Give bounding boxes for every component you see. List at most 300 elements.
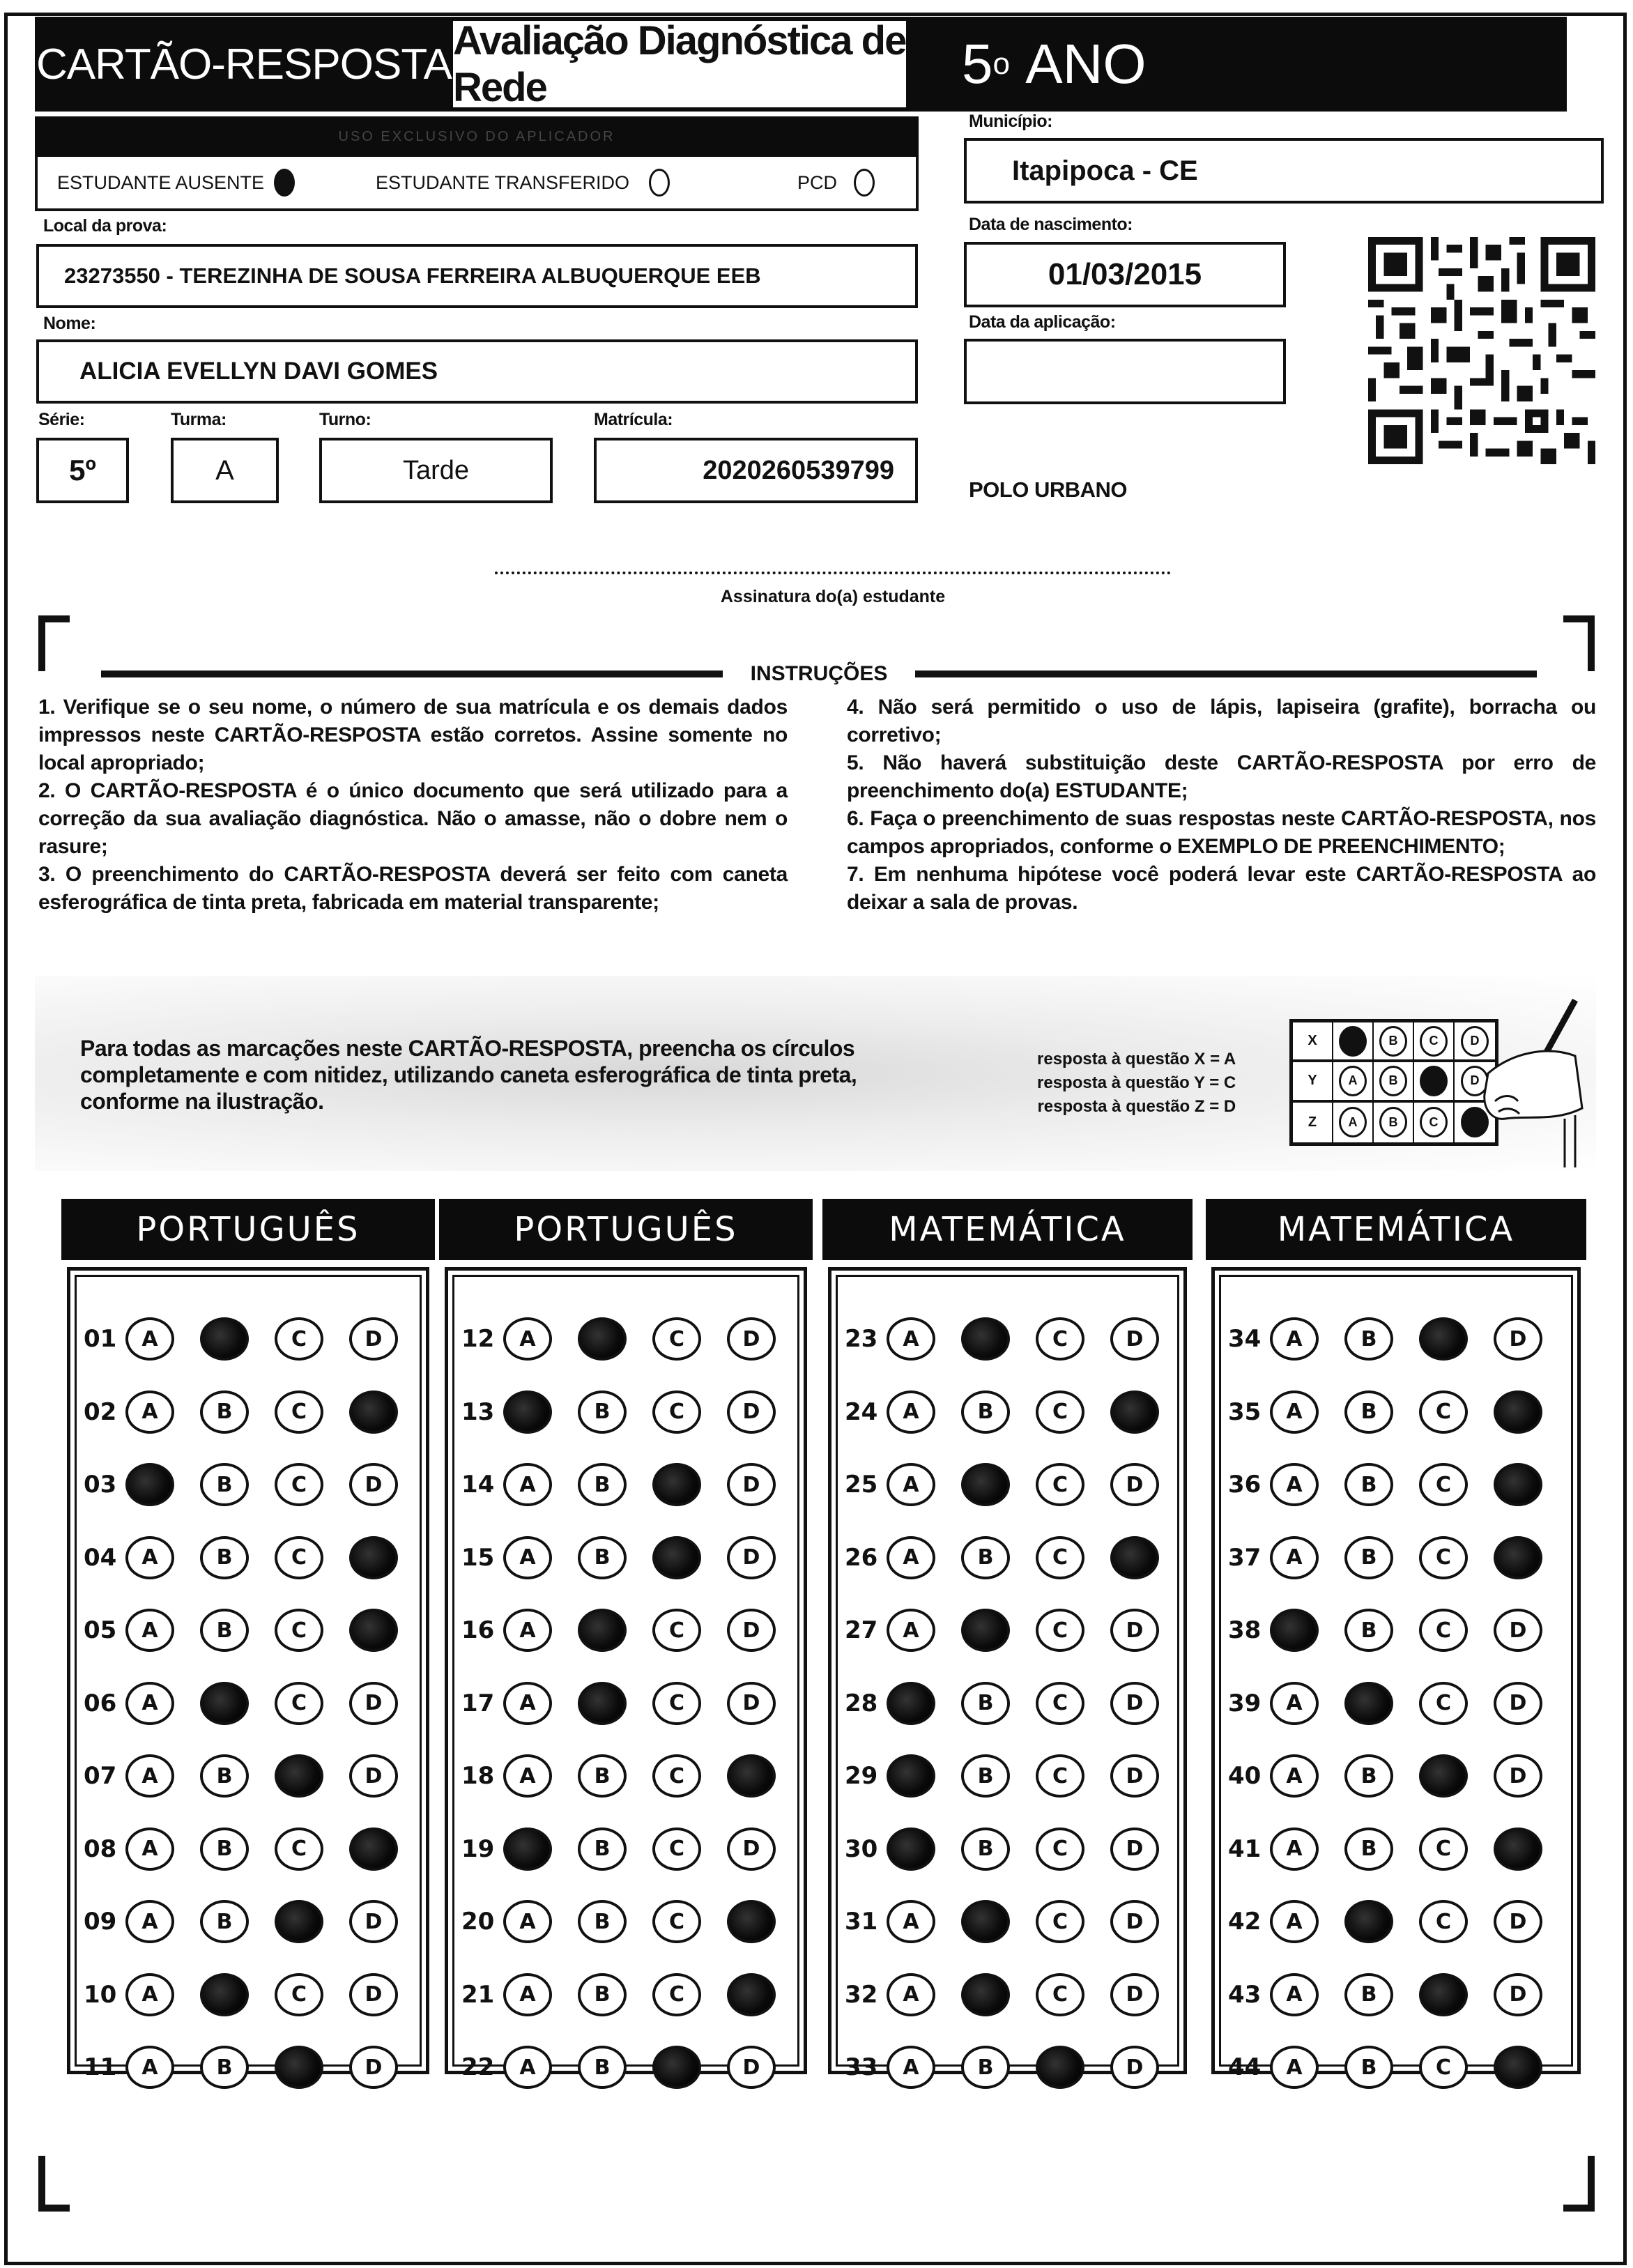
example-bubble: D: [1461, 1026, 1489, 1057]
question-row: [845, 1973, 1185, 2016]
answer-bubble-a[interactable]: A: [1270, 1317, 1319, 1361]
answer-bubble-d[interactable]: D: [1110, 1828, 1159, 1871]
section-header: MATEMÁTICA: [1206, 1199, 1586, 1260]
answer-bubble-b[interactable]: [200, 1973, 249, 2016]
question-row: [1228, 1754, 1568, 1798]
answer-bubble-a[interactable]: [503, 1390, 552, 1434]
question-number: 28: [845, 1689, 878, 1717]
answer-bubble-c[interactable]: C: [1036, 1973, 1084, 2016]
local-field: [36, 244, 918, 308]
question-row: [461, 1900, 802, 1943]
example-row-label: X: [1293, 1022, 1333, 1059]
answer-bubble-d[interactable]: D: [1110, 1682, 1159, 1725]
answer-bubble-c[interactable]: [1419, 1317, 1468, 1361]
answer-bubble-d[interactable]: [1494, 1390, 1542, 1434]
answer-bubble-d[interactable]: [349, 1390, 398, 1434]
question-number: 38: [1228, 1616, 1262, 1644]
answer-bubble-b[interactable]: B: [1344, 1609, 1393, 1652]
question-row: [461, 1754, 802, 1798]
instruction-item: 7. Em nenhuma hipótese você poderá levar este CARTÃO-RESPOSTA ao deixar a sala de provas.: [847, 863, 1596, 914]
answer-bubble-b[interactable]: B: [961, 1536, 1010, 1579]
question-row: [845, 2046, 1185, 2089]
answer-bubble-a[interactable]: A: [503, 1900, 552, 1943]
question-row: [84, 1828, 424, 1871]
municipio-value: Itapipoca - CE: [1012, 155, 1198, 186]
serie-field: [36, 438, 129, 503]
answer-bubble-d[interactable]: D: [727, 2046, 776, 2089]
answer-bubble-b[interactable]: B: [1344, 1317, 1393, 1361]
answer-bubble-b[interactable]: B: [578, 2046, 627, 2089]
instructions-title: [101, 662, 1537, 686]
question-number: 09: [84, 1908, 117, 1936]
card-header: [35, 17, 1567, 112]
answer-bubble-c[interactable]: C: [1419, 1390, 1468, 1434]
name-field: [36, 339, 918, 404]
answer-bubble-d[interactable]: D: [1110, 2046, 1159, 2089]
status-pcd-label: PCD: [797, 171, 838, 193]
answer-bubble-c[interactable]: C: [652, 1682, 701, 1725]
answer-bubble-b[interactable]: B: [961, 1828, 1010, 1871]
answer-bubble-a[interactable]: A: [887, 1463, 935, 1506]
answer-bubble-a[interactable]: A: [503, 1317, 552, 1361]
section-header: MATEMÁTICA: [822, 1199, 1193, 1260]
answer-bubble-d[interactable]: D: [727, 1609, 776, 1652]
grade-label: ANO: [1025, 33, 1147, 95]
answer-bubble-d[interactable]: [1110, 1390, 1159, 1434]
question-number: 42: [1228, 1908, 1262, 1936]
question-row: [845, 1609, 1185, 1652]
answer-bubble-c[interactable]: C: [652, 1900, 701, 1943]
answer-bubble-d[interactable]: D: [727, 1536, 776, 1579]
municipio-label: Município:: [969, 112, 1052, 131]
answer-bubble-a[interactable]: A: [125, 2046, 174, 2089]
answer-bubble-c[interactable]: C: [652, 1390, 701, 1434]
answer-bubble-d[interactable]: D: [1110, 1317, 1159, 1361]
question-row: [84, 1609, 424, 1652]
answer-bubble-d[interactable]: [1110, 1536, 1159, 1579]
aplicacao-field[interactable]: [964, 339, 1286, 404]
answer-bubble-a[interactable]: A: [503, 1682, 552, 1725]
answer-bubble-d[interactable]: D: [349, 1682, 398, 1725]
answer-bubble-c[interactable]: [652, 2046, 701, 2089]
answer-bubble-b[interactable]: B: [961, 2046, 1010, 2089]
answer-bubble-d[interactable]: D: [1110, 1609, 1159, 1652]
answer-bubble-d[interactable]: D: [1494, 1754, 1542, 1798]
answer-bubble-b[interactable]: B: [578, 1828, 627, 1871]
answer-bubble-b[interactable]: [578, 1682, 627, 1725]
answer-bubble-c[interactable]: C: [1036, 1390, 1084, 1434]
answer-bubble-d[interactable]: [727, 1900, 776, 1943]
answer-bubble-b[interactable]: B: [961, 1682, 1010, 1725]
section-header: PORTUGUÊS: [61, 1199, 435, 1260]
answer-bubble-d[interactable]: [727, 1754, 776, 1798]
status-absent-bubble[interactable]: [274, 169, 295, 197]
answer-bubble-c[interactable]: C: [652, 1317, 701, 1361]
answer-bubble-a[interactable]: A: [1270, 1682, 1319, 1725]
answer-bubble-c[interactable]: C: [1419, 1900, 1468, 1943]
answer-bubble-c[interactable]: C: [652, 1828, 701, 1871]
answer-bubble-a[interactable]: A: [125, 1754, 174, 1798]
serie-value: 5º: [69, 454, 96, 486]
answer-bubble-c[interactable]: [275, 1754, 323, 1798]
answer-bubble-b[interactable]: B: [200, 1900, 249, 1943]
answer-bubble-c[interactable]: [1419, 1754, 1468, 1798]
answer-bubble-d[interactable]: D: [1110, 1900, 1159, 1943]
answer-bubble-d[interactable]: D: [1110, 1973, 1159, 2016]
question-number: 14: [461, 1471, 495, 1499]
answer-bubble-b[interactable]: B: [961, 1390, 1010, 1434]
hand-pen-icon: [1471, 997, 1589, 1171]
turma-value: A: [215, 454, 234, 486]
answer-bubble-d[interactable]: D: [1494, 1900, 1542, 1943]
answer-bubble-a[interactable]: [503, 1828, 552, 1871]
legend-line: resposta à questão Z = D: [1037, 1097, 1236, 1116]
answer-bubble-b[interactable]: B: [1344, 1463, 1393, 1506]
answer-bubble-a[interactable]: A: [1270, 1973, 1319, 2016]
answer-bubble-c[interactable]: C: [1036, 1754, 1084, 1798]
answer-bubble-b[interactable]: B: [200, 1609, 249, 1652]
divider: [915, 671, 1537, 677]
answer-bubble-b[interactable]: [1344, 1900, 1393, 1943]
answer-bubble-b[interactable]: B: [200, 1390, 249, 1434]
answer-bubble-a[interactable]: A: [1270, 1536, 1319, 1579]
answer-bubble-d[interactable]: D: [349, 1900, 398, 1943]
answer-bubble-c[interactable]: C: [1036, 1828, 1084, 1871]
answer-bubble-b[interactable]: [961, 1900, 1010, 1943]
fill-example-text: Para todas as marcações neste CARTÃO-RESPOSTA, preencha os círculos completamente e com nitidez, utilizando caneta esferográfica de tinta preta, conforme na ilustração.: [80, 1036, 857, 1114]
question-number: 15: [461, 1543, 495, 1572]
answer-bubble-b[interactable]: B: [200, 1536, 249, 1579]
question-number: 44: [1228, 2053, 1262, 2081]
answer-bubble-c[interactable]: C: [1036, 1609, 1084, 1652]
answer-bubble-a[interactable]: A: [503, 1609, 552, 1652]
aplicacao-label: Data da aplicação:: [969, 312, 1116, 332]
question-row: [845, 1828, 1185, 1871]
example-bubble: A: [1339, 1107, 1367, 1137]
question-number: 43: [1228, 1980, 1262, 2009]
answer-bubble-b[interactable]: [200, 1682, 249, 1725]
answer-bubble-d[interactable]: [727, 1973, 776, 2016]
question-number: 06: [84, 1689, 117, 1717]
answer-bubble-b[interactable]: B: [961, 1754, 1010, 1798]
answer-bubble-d[interactable]: [349, 1536, 398, 1579]
corner-mark-top-left: [38, 615, 70, 671]
answer-bubble-c[interactable]: C: [1419, 2046, 1468, 2089]
question-row: [1228, 1828, 1568, 1871]
answer-bubble-b[interactable]: B: [200, 1463, 249, 1506]
signature-line[interactable]: [495, 572, 1171, 574]
answer-bubble-a[interactable]: A: [125, 1609, 174, 1652]
question-row: [84, 1682, 424, 1725]
question-number: 21: [461, 1980, 495, 2009]
question-row: [845, 1900, 1185, 1943]
answer-bubble-d[interactable]: D: [349, 2046, 398, 2089]
answer-bubble-d[interactable]: D: [1494, 1973, 1542, 2016]
answer-bubble-d[interactable]: D: [349, 1463, 398, 1506]
question-number: 20: [461, 1908, 495, 1936]
status-absent[interactable]: [57, 169, 295, 197]
divider: [101, 671, 723, 677]
status-pcd[interactable]: [797, 169, 875, 197]
instruction-item: 2. O CARTÃO-RESPOSTA é o único documento que será utilizado para a correção da sua avaliação diagnóstica. Não o amasse, não o dobre nem o rasure;: [38, 779, 788, 858]
question-number: 24: [845, 1397, 878, 1426]
answer-bubble-b[interactable]: [961, 1973, 1010, 2016]
answer-bubble-b[interactable]: B: [1344, 1973, 1393, 2016]
answer-bubble-a[interactable]: A: [1270, 1390, 1319, 1434]
answer-bubble-a[interactable]: A: [125, 1973, 174, 2016]
answer-bubble-c[interactable]: C: [1036, 1536, 1084, 1579]
answer-bubble-a[interactable]: A: [125, 1682, 174, 1725]
answer-bubble-d[interactable]: D: [1494, 1682, 1542, 1725]
answer-bubble-c[interactable]: C: [275, 1682, 323, 1725]
answer-bubble-c[interactable]: [1036, 2046, 1084, 2089]
instruction-item: 1. Verifique se o seu nome, o número de sua matrícula e os demais dados impressos neste CARTÃO-RESPOSTA estão corretos. Assine somente no local apropriado;: [38, 696, 788, 774]
answer-bubble-c[interactable]: C: [275, 1463, 323, 1506]
question-number: 12: [461, 1325, 495, 1353]
question-number: 39: [1228, 1689, 1262, 1717]
question-number: 16: [461, 1616, 495, 1644]
signature-label: Assinatura do(a) estudante: [720, 587, 946, 606]
answer-bubble-a[interactable]: A: [887, 1536, 935, 1579]
answer-bubble-b[interactable]: [961, 1317, 1010, 1361]
answer-bubble-b[interactable]: [961, 1463, 1010, 1506]
answer-bubble-d[interactable]: D: [1494, 1609, 1542, 1652]
question-number: 30: [845, 1834, 878, 1863]
answer-bubble-a[interactable]: A: [503, 1463, 552, 1506]
answer-bubble-a[interactable]: [887, 1682, 935, 1725]
legend-line: resposta à questão X = A: [1037, 1050, 1236, 1068]
answer-bubble-b[interactable]: B: [578, 1536, 627, 1579]
answer-bubble-c[interactable]: C: [275, 1973, 323, 2016]
answer-bubble-b[interactable]: B: [1344, 2046, 1393, 2089]
answer-bubble-a[interactable]: A: [887, 1609, 935, 1652]
question-row: [461, 1682, 802, 1725]
answer-bubble-c[interactable]: [275, 1900, 323, 1943]
question-row: [461, 1390, 802, 1434]
answer-grid: [67, 1267, 429, 2074]
answer-bubble-d[interactable]: D: [727, 1828, 776, 1871]
exam-title: Avaliação Diagnóstica de Rede: [453, 18, 906, 110]
answer-bubble-b[interactable]: B: [578, 1463, 627, 1506]
answer-bubble-a[interactable]: [125, 1463, 174, 1506]
question-number: 32: [845, 1980, 878, 2009]
answer-bubble-b[interactable]: B: [1344, 1754, 1393, 1798]
answer-bubble-a[interactable]: A: [887, 1317, 935, 1361]
example-row-x: [1293, 1022, 1495, 1062]
answer-bubble-d[interactable]: [1494, 1828, 1542, 1871]
answer-bubble-a[interactable]: A: [1270, 2046, 1319, 2089]
status-transferred[interactable]: [376, 169, 670, 197]
question-row: [461, 1463, 802, 1506]
answer-bubble-d[interactable]: [349, 1828, 398, 1871]
answer-bubble-a[interactable]: A: [887, 1900, 935, 1943]
answer-bubble-c[interactable]: C: [1419, 1609, 1468, 1652]
answer-bubble-d[interactable]: D: [727, 1463, 776, 1506]
answer-bubble-d[interactable]: D: [349, 1317, 398, 1361]
answer-bubble-c[interactable]: C: [275, 1317, 323, 1361]
answer-bubble-c[interactable]: [652, 1536, 701, 1579]
answer-bubble-a[interactable]: A: [1270, 1828, 1319, 1871]
question-number: 37: [1228, 1543, 1262, 1572]
answer-bubble-c[interactable]: C: [1036, 1317, 1084, 1361]
example-bubble: D: [1461, 1066, 1489, 1096]
answer-bubble-c[interactable]: [652, 1463, 701, 1506]
example-bubble-filled: C: [1420, 1066, 1448, 1096]
answer-bubble-a[interactable]: A: [503, 1973, 552, 2016]
turno-value: Tarde: [402, 455, 470, 485]
answer-bubble-a[interactable]: A: [125, 1900, 174, 1943]
question-row: [845, 1682, 1185, 1725]
question-number: 23: [845, 1325, 878, 1353]
question-row: [84, 1536, 424, 1579]
answer-bubble-c[interactable]: C: [1419, 1828, 1468, 1871]
local-value: 23273550 - TEREZINHA DE SOUSA FERREIRA ALBUQUERQUE EEB: [64, 263, 761, 288]
answer-bubble-b[interactable]: B: [200, 2046, 249, 2089]
example-bubble: A: [1339, 1066, 1367, 1096]
question-number: 25: [845, 1471, 878, 1499]
answer-bubble-d[interactable]: D: [727, 1317, 776, 1361]
question-number: 22: [461, 2053, 495, 2081]
answer-bubble-d[interactable]: D: [349, 1973, 398, 2016]
answer-bubble-b[interactable]: B: [578, 1973, 627, 2016]
answer-bubble-c[interactable]: C: [275, 1390, 323, 1434]
answer-bubble-c[interactable]: C: [1419, 1536, 1468, 1579]
grade-title: [962, 17, 1147, 112]
answer-bubble-d[interactable]: [1494, 1463, 1542, 1506]
question-row: [1228, 1390, 1568, 1434]
instruction-item: 3. O preenchimento do CARTÃO-RESPOSTA deverá ser feito com caneta esferográfica de tinta preta, fabricada em material transparente;: [38, 863, 788, 914]
turma-field: [171, 438, 279, 503]
answer-bubble-b[interactable]: B: [1344, 1828, 1393, 1871]
name-value: ALICIA EVELLYN DAVI GOMES: [79, 358, 438, 385]
corner-mark-top-right: [1563, 615, 1595, 671]
example-row-label: Z: [1293, 1103, 1333, 1142]
answer-bubble-c[interactable]: C: [275, 1536, 323, 1579]
answer-bubble-b[interactable]: [578, 1609, 627, 1652]
question-number: 18: [461, 1762, 495, 1790]
question-row: [1228, 1900, 1568, 1943]
answer-bubble-c[interactable]: [275, 2046, 323, 2089]
answer-bubble-b[interactable]: B: [578, 1754, 627, 1798]
question-row: [1228, 1973, 1568, 2016]
example-row-label: Y: [1293, 1062, 1333, 1099]
name-label: Nome:: [43, 314, 96, 333]
answer-bubble-a[interactable]: A: [887, 1390, 935, 1434]
answer-bubble-c[interactable]: C: [275, 1828, 323, 1871]
answer-bubble-c[interactable]: C: [1419, 1682, 1468, 1725]
answer-bubble-a[interactable]: A: [887, 1973, 935, 2016]
answer-bubble-c[interactable]: C: [275, 1609, 323, 1652]
question-row: [84, 1463, 424, 1506]
answer-bubble-d[interactable]: D: [1110, 1754, 1159, 1798]
answer-bubble-d[interactable]: [1494, 1536, 1542, 1579]
answer-bubble-a[interactable]: A: [503, 1754, 552, 1798]
answer-bubble-c[interactable]: C: [1036, 1463, 1084, 1506]
answer-bubble-a[interactable]: A: [125, 1390, 174, 1434]
answer-bubble-d[interactable]: D: [727, 1682, 776, 1725]
answer-bubble-c[interactable]: C: [1036, 1682, 1084, 1725]
answer-bubble-c[interactable]: C: [1036, 1900, 1084, 1943]
answer-bubble-b[interactable]: [200, 1317, 249, 1361]
answer-grid: [828, 1267, 1187, 2074]
answer-bubble-a[interactable]: A: [887, 2046, 935, 2089]
question-number: 19: [461, 1834, 495, 1863]
answer-bubble-a[interactable]: A: [503, 2046, 552, 2089]
turno-field: [319, 438, 553, 503]
answer-bubble-b[interactable]: B: [578, 1390, 627, 1434]
question-row: [461, 1317, 802, 1361]
question-number: 40: [1228, 1762, 1262, 1790]
status-transferred-label: ESTUDANTE TRANSFERIDO: [376, 171, 630, 193]
question-row: [84, 1973, 424, 2016]
answer-bubble-b[interactable]: B: [578, 1900, 627, 1943]
answer-bubble-b[interactable]: [1344, 1682, 1393, 1725]
answer-bubble-b[interactable]: [961, 1609, 1010, 1652]
status-transferred-bubble[interactable]: [649, 169, 670, 197]
answer-bubble-a[interactable]: A: [1270, 1463, 1319, 1506]
question-number: 01: [84, 1325, 117, 1353]
question-row: [1228, 1682, 1568, 1725]
answer-bubble-b[interactable]: B: [1344, 1390, 1393, 1434]
instruction-item: 5. Não haverá substituição deste CARTÃO-RESPOSTA por erro de preenchimento do(a) ESTUDANTE;: [847, 751, 1596, 802]
question-number: 31: [845, 1908, 878, 1936]
question-row: [845, 1390, 1185, 1434]
answer-bubble-a[interactable]: A: [1270, 1900, 1319, 1943]
matricula-field: [594, 438, 918, 503]
answer-bubble-b[interactable]: B: [200, 1828, 249, 1871]
answer-bubble-c[interactable]: [1419, 1973, 1468, 2016]
instructions-right: [847, 694, 1596, 917]
answer-bubble-d[interactable]: D: [727, 1390, 776, 1434]
answer-bubble-c[interactable]: C: [652, 1609, 701, 1652]
answer-bubble-a[interactable]: [887, 1828, 935, 1871]
answer-bubble-d[interactable]: D: [1110, 1463, 1159, 1506]
status-absent-label: ESTUDANTE AUSENTE: [57, 171, 265, 193]
question-number: 35: [1228, 1397, 1262, 1426]
question-row: [1228, 1463, 1568, 1506]
example-row-z: [1293, 1103, 1495, 1142]
polo-label: POLO URBANO: [969, 477, 1127, 502]
answer-bubble-a[interactable]: [887, 1754, 935, 1798]
status-pcd-bubble[interactable]: [854, 169, 875, 197]
answer-bubble-d[interactable]: D: [349, 1754, 398, 1798]
fill-example-legend: [1037, 1048, 1236, 1119]
answer-bubble-d[interactable]: D: [1494, 1317, 1542, 1361]
answer-bubble-c[interactable]: C: [1419, 1463, 1468, 1506]
answer-bubble-a[interactable]: A: [1270, 1754, 1319, 1798]
question-row: [84, 1390, 424, 1434]
instructions-left: [38, 694, 788, 917]
card-title: CARTÃO-RESPOSTA: [36, 40, 452, 89]
answer-bubble-a[interactable]: A: [503, 1536, 552, 1579]
answer-bubble-b[interactable]: B: [200, 1754, 249, 1798]
answer-bubble-b[interactable]: B: [1344, 1536, 1393, 1579]
answer-bubble-a[interactable]: A: [125, 1536, 174, 1579]
answer-bubble-d[interactable]: [1494, 2046, 1542, 2089]
corner-mark-bottom-left: [38, 2156, 70, 2212]
answer-bubble-a[interactable]: A: [125, 1317, 174, 1361]
answer-bubble-b[interactable]: [578, 1317, 627, 1361]
question-row: [461, 1973, 802, 2016]
example-bubble: B: [1379, 1026, 1407, 1057]
answer-bubble-c[interactable]: C: [652, 1754, 701, 1798]
answer-bubble-a[interactable]: [1270, 1609, 1319, 1652]
example-bubble: C: [1420, 1107, 1448, 1137]
answer-bubble-d[interactable]: [349, 1609, 398, 1652]
answer-bubble-a[interactable]: A: [125, 1828, 174, 1871]
question-number: 02: [84, 1397, 117, 1426]
answer-bubble-c[interactable]: C: [652, 1973, 701, 2016]
